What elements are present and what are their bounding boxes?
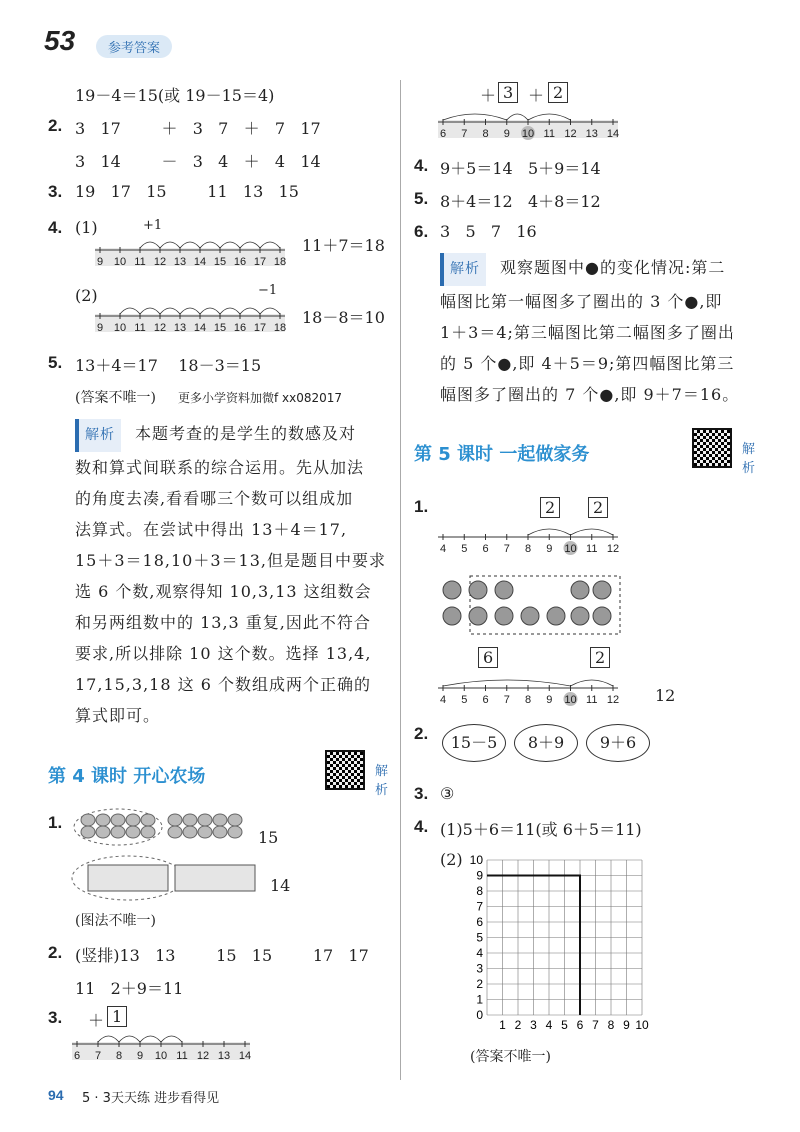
tick-label: 10 bbox=[564, 694, 577, 706]
tick-label: 7 bbox=[461, 128, 468, 140]
q5-number: 5. bbox=[48, 353, 63, 372]
tick-label: 13 bbox=[585, 128, 598, 140]
l5q1-box4: 2 bbox=[590, 647, 610, 668]
lesson5-qr-code[interactable] bbox=[692, 428, 732, 468]
tick-label: 6 bbox=[482, 694, 489, 706]
svg-text:5: 5 bbox=[476, 930, 483, 945]
tick-label: 16 bbox=[233, 322, 247, 334]
q4-part1-label: (1) bbox=[75, 218, 98, 237]
tick-label: 13 bbox=[173, 256, 187, 268]
l5q4-part1: (1)5＋6＝11(或 6＋5＝11) bbox=[440, 820, 642, 839]
lesson4-qr-code[interactable] bbox=[325, 750, 365, 790]
tick-label: 8 bbox=[524, 694, 532, 706]
q2-number: 2. bbox=[48, 116, 63, 135]
svg-text:3: 3 bbox=[476, 961, 483, 976]
svg-text:2: 2 bbox=[514, 1018, 522, 1030]
r-q4-number: 4. bbox=[414, 156, 429, 175]
pot-illustration bbox=[440, 572, 625, 637]
tick-label: 6 bbox=[482, 543, 489, 555]
q4-number: 4. bbox=[48, 218, 63, 237]
tick-label: 4 bbox=[439, 543, 447, 555]
tick-label: 10 bbox=[521, 128, 535, 140]
lesson5-qr-label: 解析 bbox=[742, 442, 756, 476]
svg-text:6: 6 bbox=[576, 1018, 584, 1030]
q5-text: 13＋4＝17 18－3＝15 bbox=[75, 356, 262, 375]
l4q2-row2: 11 2＋9＝11 bbox=[75, 979, 184, 998]
analysis-badge: 解析 bbox=[440, 253, 486, 286]
l5q4-note: (答案不唯一) bbox=[470, 1049, 551, 1065]
egg-tray-illustration bbox=[70, 805, 260, 850]
svg-text:10: 10 bbox=[635, 1018, 649, 1030]
tick-label: 15 bbox=[213, 256, 227, 268]
l5q3-number: 3. bbox=[414, 784, 429, 803]
tick-label: 7 bbox=[503, 694, 510, 706]
logo bbox=[42, 22, 88, 64]
l1-equation: 19－4＝15(或 19－15＝4) bbox=[75, 86, 275, 105]
svg-text:6: 6 bbox=[476, 915, 483, 929]
tick-label: 4 bbox=[439, 694, 447, 706]
svg-text:9: 9 bbox=[476, 868, 483, 883]
grid-chart bbox=[465, 850, 650, 1030]
tick-label: 15 bbox=[213, 322, 227, 334]
tick-label: 10 bbox=[113, 322, 127, 334]
tick-label: 14 bbox=[606, 128, 620, 140]
l4q3-number: 3. bbox=[48, 1008, 63, 1027]
l5q1-box1: 2 bbox=[540, 497, 560, 518]
tick-label: 12 bbox=[606, 543, 620, 555]
tick-label: 17 bbox=[253, 256, 267, 268]
svg-text:8: 8 bbox=[607, 1018, 615, 1030]
l5q3-text: ③ bbox=[440, 784, 455, 803]
svg-text:53: 53 bbox=[44, 25, 76, 56]
l5q2-expr3: 9＋6 bbox=[586, 724, 650, 762]
analysis-badge: 解析 bbox=[75, 419, 121, 452]
tick-label: 10 bbox=[113, 256, 127, 268]
watermark-text: 更多小学资料加微f xx082017 bbox=[178, 391, 343, 405]
page-number: 94 bbox=[48, 1087, 64, 1103]
tick-label: 9 bbox=[546, 694, 553, 706]
tick-label: 5 bbox=[461, 694, 468, 706]
tick-label: 14 bbox=[193, 256, 207, 268]
tick-label: 11 bbox=[586, 543, 598, 555]
number-line-6-14-a bbox=[72, 1022, 252, 1066]
l5q4-part2-label: (2) bbox=[440, 850, 463, 869]
tick-label: 12 bbox=[153, 322, 167, 334]
top-box2: 2 bbox=[548, 82, 568, 103]
l5q2-number: 2. bbox=[414, 724, 429, 743]
tick-label: 12 bbox=[564, 128, 577, 140]
tick-label: 7 bbox=[503, 543, 510, 555]
l4q3-plus: ＋ bbox=[88, 1011, 105, 1030]
top-box1: 3 bbox=[498, 82, 518, 103]
svg-text:5: 5 bbox=[561, 1018, 568, 1030]
tick-label: 14 bbox=[193, 322, 207, 334]
number-line-9-18-a bbox=[95, 228, 290, 272]
tick-label: 12 bbox=[196, 1050, 210, 1062]
tick-label: 18 bbox=[273, 256, 287, 268]
tick-label: 13 bbox=[217, 1050, 231, 1062]
tick-label: 6 bbox=[439, 128, 447, 140]
q3-text: 19 17 15 11 13 15 bbox=[75, 182, 299, 201]
tick-label: 11 bbox=[176, 1050, 188, 1062]
svg-text:2: 2 bbox=[476, 977, 483, 991]
tick-label: 16 bbox=[233, 256, 247, 268]
tick-label: 7 bbox=[94, 1050, 102, 1062]
svg-text:4: 4 bbox=[476, 946, 483, 960]
r-q6-number: 6. bbox=[414, 222, 429, 241]
tick-label: 9 bbox=[136, 1050, 144, 1062]
tick-label: 11 bbox=[134, 322, 146, 334]
l5q2-expr2: 8＋9 bbox=[514, 724, 578, 762]
q4-minus1-label: −1 bbox=[258, 283, 278, 298]
svg-text:3: 3 bbox=[530, 1018, 537, 1030]
svg-text:8: 8 bbox=[476, 884, 483, 898]
r-q6-text: 3 5 7 16 bbox=[440, 222, 537, 241]
r-q5-number: 5. bbox=[414, 189, 429, 208]
column-divider bbox=[400, 80, 401, 1080]
l5q1-answer: 12 bbox=[655, 686, 676, 705]
lesson5-title: 第 5 课时 一起做家务 bbox=[414, 444, 590, 465]
l5q1-box3: 6 bbox=[478, 647, 498, 668]
svg-text:9: 9 bbox=[623, 1018, 630, 1030]
tick-label: 9 bbox=[503, 128, 510, 140]
tick-label: 14 bbox=[238, 1050, 252, 1062]
l5q1-box2: 2 bbox=[588, 497, 608, 518]
q5-note: (答案不唯一) bbox=[75, 390, 156, 406]
l4q1-value1: 15 bbox=[258, 828, 279, 847]
tick-label: 10 bbox=[564, 543, 577, 555]
tick-label: 11 bbox=[586, 694, 598, 706]
svg-text:7: 7 bbox=[476, 899, 483, 914]
l5q4-number: 4. bbox=[414, 817, 429, 836]
answer-tab: 参考答案 bbox=[96, 35, 172, 58]
number-line-9-18-b bbox=[95, 294, 290, 338]
q4-plus1-label: +1 bbox=[143, 218, 163, 233]
tick-label: 17 bbox=[253, 322, 267, 334]
q4-part2-equation: 18－8＝10 bbox=[302, 308, 385, 327]
tick-label: 8 bbox=[524, 543, 532, 555]
q4-part1-equation: 11＋7＝18 bbox=[302, 236, 385, 255]
lesson4-title: 第 4 课时 开心农场 bbox=[48, 766, 206, 787]
tick-label: 5 bbox=[461, 543, 468, 555]
l5q1-number: 1. bbox=[414, 497, 429, 516]
tick-label: 6 bbox=[73, 1050, 81, 1062]
svg-text:0: 0 bbox=[476, 1008, 483, 1022]
tick-label: 11 bbox=[543, 128, 555, 140]
q4-part2-label: (2) bbox=[75, 286, 98, 305]
cup-tray-illustration bbox=[70, 853, 260, 903]
tick-label: 8 bbox=[482, 128, 489, 140]
svg-text:10: 10 bbox=[469, 853, 483, 867]
tick-label: 12 bbox=[153, 256, 167, 268]
l4q1-note: (图法不唯一) bbox=[75, 913, 156, 929]
footer-text: 5 · 3天天练 进步看得见 bbox=[82, 1091, 220, 1106]
l5q2-expr1: 15－5 bbox=[442, 724, 506, 762]
r-q5-text: 8＋4＝12 4＋8＝12 bbox=[440, 192, 601, 211]
l4q3-box: 1 bbox=[107, 1006, 127, 1027]
right-analysis: 解析 观察题图中●的变化情况:第二 幅图比第一幅图多了圈出的 3 个●,即 1＋3＝4;第三幅图比第二幅图多了圈出 的 5 个●,即 4＋5＝9;第四幅图比第三 幅图多了圈出的 7 个●,即 9＋7＝16。 bbox=[440, 252, 760, 410]
tick-label: 9 bbox=[96, 256, 104, 268]
r-q4-text: 9＋5＝14 5＋9＝14 bbox=[440, 159, 601, 178]
tick-label: 9 bbox=[546, 543, 553, 555]
number-line-4-12-a bbox=[438, 515, 623, 559]
tick-label: 12 bbox=[606, 694, 620, 706]
tick-label: 11 bbox=[134, 256, 146, 268]
svg-text:4: 4 bbox=[545, 1018, 553, 1030]
l4q1-value2: 14 bbox=[270, 876, 291, 895]
q2-row1: 3 17 ＋ 3 7 ＋ 7 17 bbox=[75, 119, 321, 138]
q2-row2: 3 14 － 3 4 ＋ 4 14 bbox=[75, 152, 321, 171]
l4q2-number: 2. bbox=[48, 943, 63, 962]
top-plus2: ＋ bbox=[528, 86, 545, 105]
l4q2-row1: (竖排)13 13 15 15 17 17 bbox=[75, 946, 369, 965]
tick-label: 9 bbox=[96, 322, 104, 334]
number-line-4-12-b bbox=[438, 666, 623, 710]
tick-label: 13 bbox=[173, 322, 187, 334]
q3-number: 3. bbox=[48, 182, 63, 201]
tick-label: 10 bbox=[154, 1050, 168, 1062]
left-analysis: 解析 本题考查的是学生的数感及对 数和算式间联系的综合运用。先从加法 的角度去凑,看看哪三个数可以组成加 法算式。在尝试中得出 13＋4＝17, 15＋3＝18,10＋3＝13,但是题目中要求 选 6 个数,观察得知 10,3,13 这组数会 和另两组数中的 13,3 重复,因此不符合 要求,所以排除 10 这个数。选择 13,4, 17,15,3,18 这 6 个数组成两个正确的 算式即可。 bbox=[75, 418, 390, 731]
number-line-6-14-b bbox=[438, 100, 623, 144]
l4q1-number: 1. bbox=[48, 813, 63, 832]
lesson4-qr-label: 解析 bbox=[375, 764, 389, 798]
tick-label: 18 bbox=[273, 322, 287, 334]
svg-text:1: 1 bbox=[499, 1018, 506, 1030]
svg-text:7: 7 bbox=[592, 1018, 599, 1030]
svg-text:1: 1 bbox=[476, 992, 483, 1007]
top-plus1: ＋ bbox=[480, 86, 497, 105]
tick-label: 8 bbox=[115, 1050, 123, 1062]
